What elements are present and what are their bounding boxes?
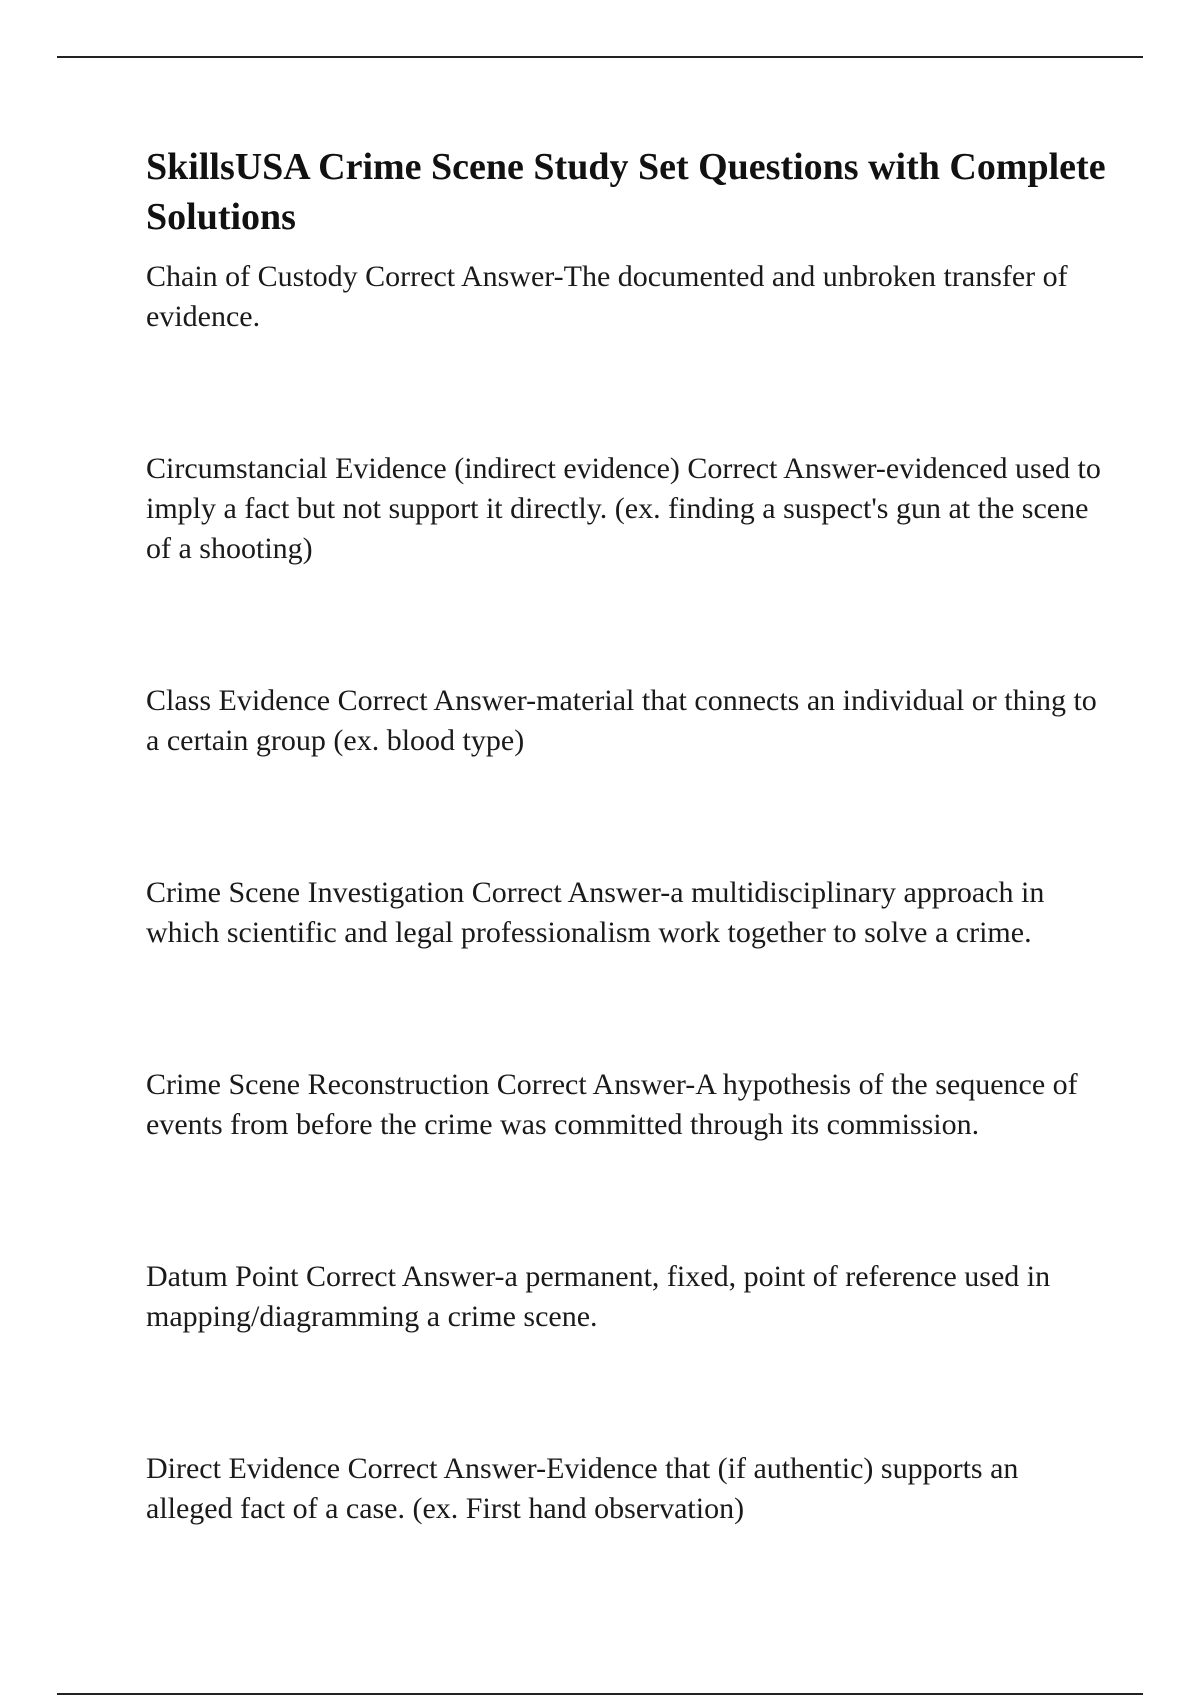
entry-crime-scene-reconstruction: Crime Scene Reconstruction Correct Answer-A hypothesis of the sequence of events from before the crime was committed through its commission. <box>146 1068 1078 1141</box>
entry-datum-point: Datum Point Correct Answer-a permanent, fixed, point of reference used in mapping/diagramming a crime scene. <box>146 1260 1051 1333</box>
entry-circumstancial-evidence: Circumstancial Evidence (indirect evidence) Correct Answer-evidenced used to imply a fact but not support it directly. (ex. finding a suspect's gun at the scene of a shooting) <box>146 452 1101 565</box>
document-title: SkillsUSA Crime Scene Study Set Questions with Complete Solutions <box>146 146 1106 238</box>
document-body <box>146 142 1106 1529</box>
entry-direct-evidence: Direct Evidence Correct Answer-Evidence that (if authentic) supports an alleged fact of a case. (ex. First hand observation) <box>146 1452 1019 1525</box>
entry-class-evidence: Class Evidence Correct Answer-material that connects an individual or thing to a certain group (ex. blood type) <box>146 684 1097 757</box>
entry-crime-scene-investigation: Crime Scene Investigation Correct Answer-a multidisciplinary approach in which scientific and legal professionalism work together to solve a crime. <box>146 876 1045 949</box>
footer-rule <box>57 1693 1143 1695</box>
header-rule <box>57 56 1143 58</box>
entry-chain-of-custody: Chain of Custody Correct Answer-The documented and unbroken transfer of evidence. <box>146 260 1068 333</box>
